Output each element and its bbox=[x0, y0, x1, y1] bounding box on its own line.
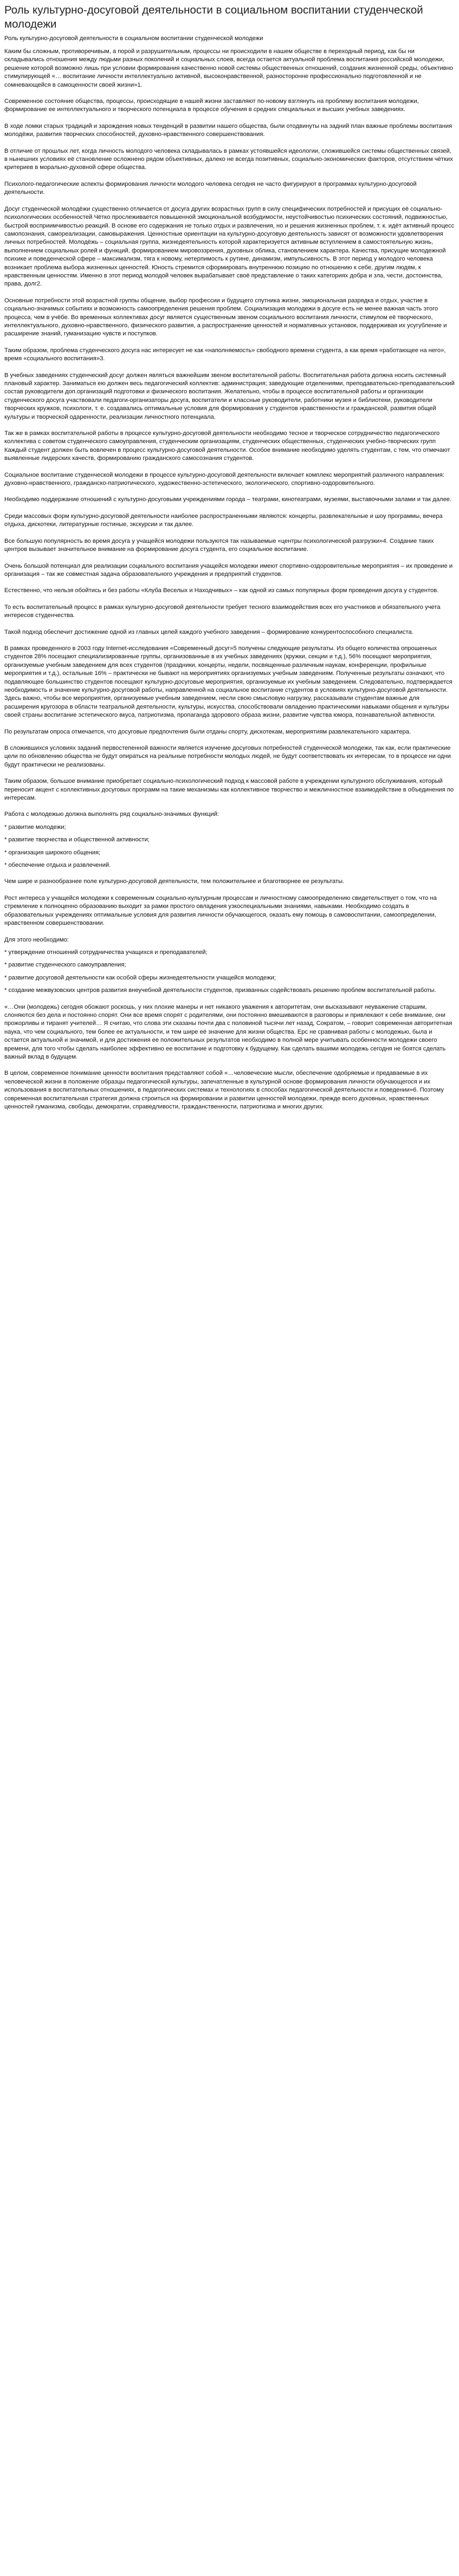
paragraph-gap bbox=[4, 944, 455, 949]
paragraph: «…Они (молодежь) сегодня обожают роскошь, у них плохие манеры и нет никакого уважения к авторитетам, они высказывают неуважение старшим, слоняются без дела и постоянно спорят. Они все время спорят с родителями, они постоянно вмешиваются в разговоры и привлекают к себе внимание, они прожорливы и тиранят учителей… Я считаю, что слова эти сказаны почти два с половиной тысячи лет назад, Сократом, – говорит современная авторитетная наука, что чем социального, тем более ее актуальности, и тем шире её значение для жизни общества. Ерс не сравнивая работы с молодежью, была и остается актуальной и значимой, и для достижения ее положительных результатов необходимо в полной мере учитывать особенности молодежи своего времени, для того чтобы сделать наиболее эффективно ее воспитание и подготовку к будущему. Как сделать вашими молодежь сегодня не боятся сделать важный вклад в будущем. bbox=[4, 1003, 452, 1060]
paragraph: Социальное воспитание студенческой молодежи в процессе культурно-досуговой деятельности включает комплекс мероприятий различного направления: духовно-нравственного, гражданско-патриотического, художественно-эстетического, экологического, спортивно-оздоровительного. bbox=[4, 471, 444, 487]
paragraph-gap bbox=[4, 579, 455, 587]
paragraph-gap bbox=[4, 832, 455, 836]
paragraph-gap bbox=[4, 172, 455, 180]
article-title: Роль культурно-досуговой деятельности в социальном воспитании студенческой молодежи bbox=[4, 4, 423, 30]
paragraph: * развитие молодежи; bbox=[4, 823, 66, 830]
paragraph: * утверждение отношений сотрудничества учащихся и преподавателей; bbox=[4, 949, 208, 956]
paragraph-gap bbox=[4, 957, 455, 961]
paragraph: По результатам опроса отмечается, что досуговые предпочтения были отданы спорту, дискотекам, мероприятиям развлекательного характера. bbox=[4, 728, 411, 735]
paragraph-gap bbox=[4, 421, 455, 430]
paragraph: * развитие досуговой деятельности как особой сферы жизнедеятельности учащейся молодежи; bbox=[4, 974, 276, 981]
paragraph-gap bbox=[4, 845, 455, 849]
paragraph-gap bbox=[4, 870, 455, 878]
article-body bbox=[4, 48, 455, 1111]
paragraph-gap bbox=[4, 554, 455, 562]
paragraph-gap bbox=[4, 928, 455, 936]
paragraph: В отличие от прошлых лет, когда личность молодого человека складывалась в рамках устоявшейся идеологии, сложившейся системы общественных связей, в нынешних условиях её становление осложнено рядом объективных, далеко не всегда позитивных, социально-экономических факторов, отсутствием чётких критериев в морально-духовной сфере общества. bbox=[4, 147, 453, 171]
paragraph: В рамках проведенного в 2003 году Internet-исследования «Современный досуг»5 получены следующие результаты. Из общего количества опрошенных студентов 28% посещают специализированные группы, организованные в их учебных заведениях (кружки, секции и т.д.), 56% посещают мероприятия, организуемые учебным заведением для всех студентов (праздники, концерты, недели, посвященные различным наукам, конференции, профильные мероприятия и т.д.), остальные 16% – практически не бывают на мероприятиях организуемых учебным заведениям. Полученные результаты означают, что подавляющее большинство студентов посещают культурно-досуговые мероприятия, организуемые их учебным заведением. Следовательно, подтверждается необходимость и значение культурно-досуговой работы, направленной на социальное воспитание студентов в условиях культурно-досуговой деятельности. Здесь важно, чтобы все мероприятия, организуемые учебным заведением, несли свою смысловую нагрузку, рассказывали студентам важные для расширения кругозора в области театральной деятельности, культуры, искусства, способствовали овладению практическими навыками общения и культуры своей страны воспитание эстетического вкуса, патриотизма, пропаганда здорового образа жизни, развитие чувства юмора, познавательной активности. bbox=[4, 645, 452, 719]
paragraph: Таким образом, проблема студенческого досуга нас интересует не как «наполняемость» свободного времени студента, а как время «работающее на него», время «социального воспитания»3. bbox=[4, 347, 446, 362]
paragraph: Основные потребности этой возрастной группы общение, выбор профессии и будущего спутника жизни, эмоциональная разрядка и отдых, участие в социально-значимых событиях и возможность самоопределения решения проблем. Социализация молодежи в досуге есть не менее важная часть этого процесса, чем в учёбе. Во временных коллективах досуг является существенным звеном социального воспитания личности, стимулом её творческого, интеллектуального, духовно-нравственного, физического развития, а распространение ценностей и нормативных установок, поддерживая их усугубление и расширение знаний, гуманизацию чувств и поступков. bbox=[4, 297, 447, 338]
paragraph-gap bbox=[4, 819, 455, 823]
paragraph: Все большую популярность во время досуга у учащейся молодежи пользуются так называемые «центры психологической разгрузки»4. Создание таких центров вызывает значительное внимание на формирование досуга студента, его социальное воспитание. bbox=[4, 537, 434, 553]
paragraph-gap bbox=[4, 364, 455, 372]
paragraph: Каким бы сложным, противоречивым, а порой и разрушительным, процессы ни происходили в нашем обществе в переходный период, как бы ни складывались отношения между людьми разных поколений и социальных слоев, всегда остается актуальной проблема воспитания российской молодежи, решение которой возможно лишь при условии формирования качественно новой системы общественных отношений, создания жизненной среды, объективно стимулирующей «… воспитание личности интеллектуально активной, высоконравственной, разносторонне профессионально подготовленной и не сомневающейся в самоценности своей жизни»1. bbox=[4, 48, 454, 88]
paragraph: Современное состояние общества, процессы, происходящие в нашей жизни заставляют по-новому взглянуть на проблему воспитания молодежи, формирование ее интеллектуального и творческого потенциала в процессе обучения в средних специальных и высших учебных заведениях. bbox=[4, 98, 419, 113]
paragraph-gap bbox=[4, 197, 455, 205]
paragraph: В ходе ломки старых традиций и зарождения новых тенденций в развитии нашего общества, были отодвинуты на задний план важные проблемы воспитания молодёжи, развития творческих способностей, духовно-нравственного совершенствования. bbox=[4, 122, 452, 138]
paragraph-gap bbox=[4, 114, 455, 122]
paragraph: Необходимо поддержание отношений с культурно-досуговыми учреждениями города – театрами, кинотеатрами, музеями, выставочными залами и так далее. bbox=[4, 496, 452, 503]
paragraph-gap bbox=[4, 504, 455, 512]
paragraph: Досуг студенческой молодёжи существенно отличается от досуга других возрастных групп в силу специфических потребностей и присущих её социально-психологических особенностей Чётко прослеживается повышенной эмоциональной возбудимости, неустойчивостью психических состояний, подвижностью, быстрой восприимчивостью реакций. В основе его содержания не только отдых и развлечения, но и решения жизненных проблем, т. к. идёт активный процесс самопознания, самореализации, самовыражения. Ценностные ориентации на культурно-досуговую деятельность зависят от возможности удовлетворения личных потребностей. Молодёжь – социальная группа, жизнедеятельность которой характеризуется активным вступлением в самостоятельную жизнь, выполнением социальных ролей и функций, формированием мировоззрения, духовных облика, становлением характера. Качества, присущие молодежной психике и поведенческой сфере – максимализм, тяга к новому, нетерпимость к рутине, динамизм, импульсивность. В этот период у молодого человека возникает проблема выбора жизненных ценностей. Юность стремится сформировать внутреннюю позицию по отношению к себе, другим людям, к нравственным ценностям. Именно в этот период молодой человек вырабатывает своё представление о таких категориях добра и зла, чести, достоинства, права, долг2. bbox=[4, 205, 455, 288]
paragraph-gap bbox=[4, 289, 455, 297]
paragraph-gap bbox=[4, 736, 455, 744]
paragraph: Таким образом, большое внимание приобретает социально-психологический подход к массовой работе в учреждении культурного обслуживания, который переносит акцент с коллективных досуговых программ на такие механизмы как коллективное творчество и межличностное взаимодействие в объединения по интересам. bbox=[4, 778, 454, 802]
paragraph: Очень большой потенциал для реализации социального воспитания учащейся молодежи имеют спортивно-оздоровительные мероприятия – их проведение и организация – так же совместная задача образовательного учреждения и предприятий студентов. bbox=[4, 562, 453, 578]
paragraph: * обеспечение отдыха и развлечений. bbox=[4, 862, 111, 869]
paragraph: Среди массовых форм культурно-досуговой деятельности наиболее распространенными являются: концерты, развлекательные и шоу программы, вечера отдыха, дискотеки, литературные гостиные, экскурсии и так далее. bbox=[4, 512, 443, 528]
paragraph-gap bbox=[4, 139, 455, 147]
paragraph: * развитие творчества и общественной активности; bbox=[4, 836, 150, 843]
paragraph-gap bbox=[4, 339, 455, 347]
paragraph-gap bbox=[4, 488, 455, 496]
paragraph-gap bbox=[4, 769, 455, 777]
paragraph: * создание межвузовских центров развития внеучебной деятельности студентов, призванных содействовать решению проблем воспитательной работы. bbox=[4, 987, 436, 994]
article-subtitle: Роль культурно-досуговой деятельности в социальном воспитании студенческой молодежи bbox=[4, 35, 263, 42]
paragraph-gap bbox=[4, 529, 455, 537]
paragraph-gap bbox=[4, 463, 455, 471]
paragraph-gap bbox=[4, 970, 455, 974]
paragraph: * организация широкого общения; bbox=[4, 849, 101, 856]
paragraph: Работа с молодежью должна выполнять ряд социально-значимых функций: bbox=[4, 811, 219, 818]
paragraph-gap bbox=[4, 620, 455, 628]
paragraph: То есть воспитательный процесс в рамках культурно-досуговой деятельности требует тесного взаимодействия всех его участников и обязательного учета интересов студенчества. bbox=[4, 604, 441, 619]
paragraph-gap bbox=[4, 982, 455, 987]
paragraph: Чем шире и разнообразнее поле культурно-досуговой деятельности, тем положительнее и благотворнее ее результаты. bbox=[4, 878, 345, 885]
paragraph: Для этого необходимо: bbox=[4, 936, 69, 943]
paragraph: Рост интереса у учащейся молодежи к современным социально-культурным процессам и личностному самоопределению свидетельствует о том, что на стремление к полноценно образованию выходит за рамки простого овладения узкоспециальными знаниями, навыками. Необходимо создать в образовательных учреждениях оптимальные условия для развития личности обучающегося, оказать ему помощь в самовоспитании, самоопределении, нравственном совершенствовании. bbox=[4, 894, 437, 927]
paragraph-gap bbox=[4, 886, 455, 894]
paragraph: Такой подход обеспечит достижение одной из главных целей каждого учебного заведения – формирование конкурентоспособного специалиста. bbox=[4, 628, 413, 635]
paragraph-gap bbox=[4, 89, 455, 98]
paragraph: Естественно, что нельзя обойтись и без работы «Клуба Веселых и Находчивых» – как одной из самых популярных форм проведения досуга у студентов. bbox=[4, 587, 439, 594]
paragraph: * развитие студенческого самоуправления; bbox=[4, 962, 126, 969]
paragraph-gap bbox=[4, 995, 455, 1003]
paragraph: В целом, современное понимание ценности воспитания представляют собой «…человеческие мысли, обеспечение одобряемые и предаваемые в их человеческой жизни в положение образцы педагогической культуры, запечатленные в культурной основе формирования личности обучающегося и их использования в воспитательных отношениях, в педагогических системах и технологиях в способах педагогической деятельности и поведении»6. Поэтому современная воспитательная стратегия должна строиться на формировании и развитии ценностей молодежи, прежде всего духовных, нравственных ценностей гуманизма, свободы, демократии, справедливости, гражданственности, патриотизма и многих других. bbox=[4, 1070, 444, 1110]
paragraph: Психолого-педагогические аспекты формирования личности молодого человека сегодня не часто фигурируют в программах культурно-досуговой деятельности. bbox=[4, 180, 417, 196]
paragraph: В сложившихся условиях заданий первостепенной важности является изучение досуговых потребностей студенческой молодежи, так как, если практические цели по обновлению общества не будут опираться на реальные потребности молодых людей, не будут соответствовать их интересам, то в процессе ни одни будут практически не реализованы. bbox=[4, 745, 451, 768]
paragraph: В учебных заведениях студенческий досуг должен являться важнейшим звеном воспитательной работы. Воспитательная работа должна носить системный плановый характер. Заниматься ею должен весь педагогический коллектив: администрация; заведующие отделениями, преподавательско-преподавательский состав руководители доп.организаций подготовки и физического воспитания. Желательно, чтобы в процессе воспитательной работы и организации студенческого досуга участвовали педагоги-организаторы досуга, воспитатели и классные руководители, работники музея и библиотеки, руководители творческих кружков, психологи, т. е. создавались оптимальные условия для формирования у студентов нравственности и гражданской, развития общей культуры и творческой одаренности, реализации личностного потенциала. bbox=[4, 372, 455, 420]
paragraph-gap bbox=[4, 595, 455, 604]
paragraph: Так же в рамках воспитательной работы в процессе культурно-досуговой деятельности необходимо тесное и творческое сотрудничество педагогического коллектива с советом студенческого самоуправления, студенческим организациям, студенческих общественных, студенческих учебно-творческих групп Каждый студент должен быть вовлечен в процесс культурно-досуговой деятельности. Особое внимание необходимо уделять студентам, с тем, что отмечают выявленные лидерских качеств, формированию гражданского самосознания студентов. bbox=[4, 430, 450, 462]
paragraph-gap bbox=[4, 637, 455, 645]
paragraph-gap bbox=[4, 720, 455, 728]
paragraph-gap bbox=[4, 802, 455, 810]
paragraph-gap bbox=[4, 1061, 455, 1069]
paragraph-gap bbox=[4, 857, 455, 861]
